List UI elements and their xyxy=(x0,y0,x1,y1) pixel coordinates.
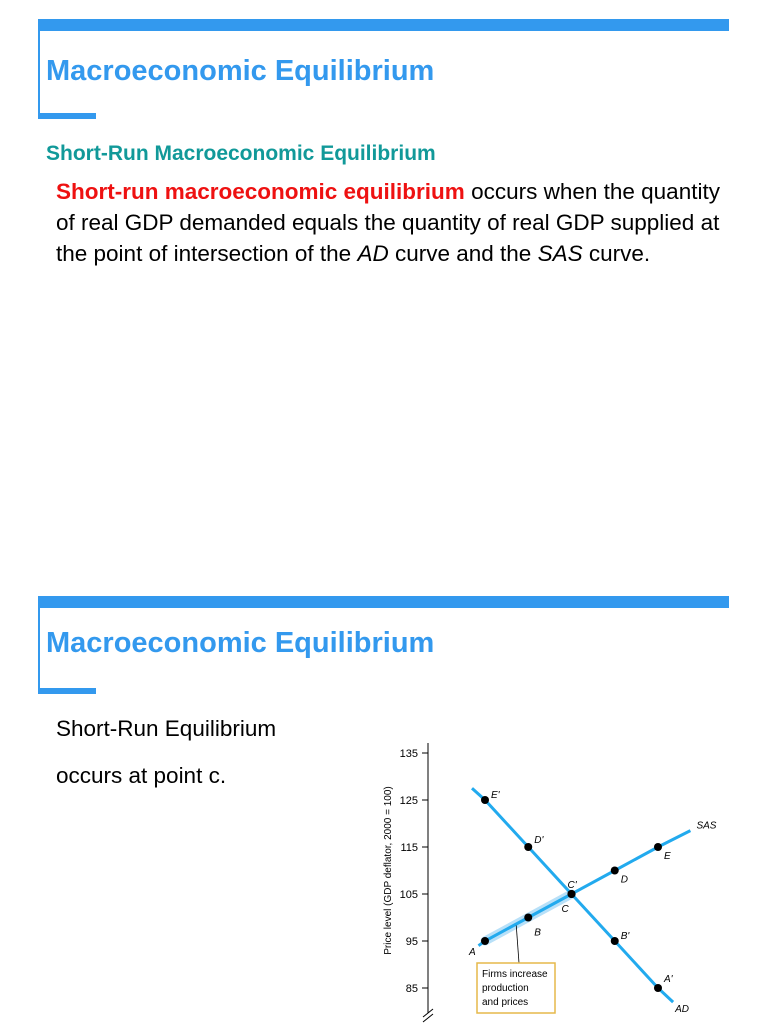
sas-curve-label: SAS xyxy=(696,820,717,832)
point-label: B xyxy=(534,927,541,939)
point-sas xyxy=(611,867,619,875)
point-label: C' xyxy=(567,880,577,891)
point-label: D' xyxy=(534,835,544,846)
point-sas xyxy=(524,914,532,922)
slide-1-title: Macroeconomic Equilibrium xyxy=(46,55,435,87)
annotation-text: production xyxy=(482,983,529,994)
point-ad xyxy=(524,843,532,851)
title-left-rule xyxy=(38,608,40,694)
point-ad xyxy=(481,796,489,804)
point-label: A xyxy=(469,947,476,958)
point-label: E xyxy=(664,851,671,862)
title-top-bar xyxy=(38,19,729,31)
y-tick-label: 105 xyxy=(399,889,418,901)
point-sas xyxy=(481,937,489,945)
highlight-term: Short-run macroeconomic equilibrium xyxy=(56,179,465,204)
sas-term: SAS xyxy=(537,241,583,266)
point-ad xyxy=(611,937,619,945)
body-text-2: curve and the xyxy=(388,241,538,266)
slide-1-body xyxy=(56,176,736,269)
y-tick-label: 115 xyxy=(400,842,418,854)
body-text-1: occurs when the quantity of real GDP demanded equals the quantity of real GDP supplied at the point of intersection of the xyxy=(56,179,720,266)
annotation-pointer xyxy=(516,926,519,964)
equilibrium-chart xyxy=(376,725,738,1024)
y-tick-label: 125 xyxy=(399,795,418,807)
ad-curve-label: AD xyxy=(675,1004,690,1016)
point-label: E' xyxy=(491,790,500,801)
point-sas xyxy=(654,843,662,851)
point-label: A' xyxy=(664,974,673,985)
slide-1-subtitle: Short-Run Macroeconomic Equilibrium xyxy=(46,142,436,165)
ad-term: AD xyxy=(357,241,389,266)
body-text-3: curve. xyxy=(582,241,651,266)
title-left-rule xyxy=(38,31,40,117)
slide-2-line-2: occurs at point c. xyxy=(56,763,227,788)
slide-2-title: Macroeconomic Equilibrium xyxy=(46,627,435,659)
point-ad xyxy=(654,984,662,992)
annotation-text: and prices xyxy=(482,997,529,1008)
title-under-rule xyxy=(38,688,96,694)
point-label: B' xyxy=(620,931,630,942)
annotation-text: Firms increase xyxy=(482,969,548,980)
y-tick-label: 85 xyxy=(405,983,418,995)
slide-2-line-1: Short-Run Equilibrium xyxy=(56,716,277,741)
y-axis-label: Price level (GDP deflator, 2000 = 100) xyxy=(383,786,394,955)
y-tick-label: 135 xyxy=(399,748,418,760)
title-top-bar xyxy=(38,596,729,608)
point-ad xyxy=(568,890,576,898)
title-under-rule xyxy=(38,113,96,119)
y-tick-label: 95 xyxy=(405,936,418,948)
point-label: C xyxy=(561,904,569,915)
point-label: D xyxy=(620,874,628,886)
